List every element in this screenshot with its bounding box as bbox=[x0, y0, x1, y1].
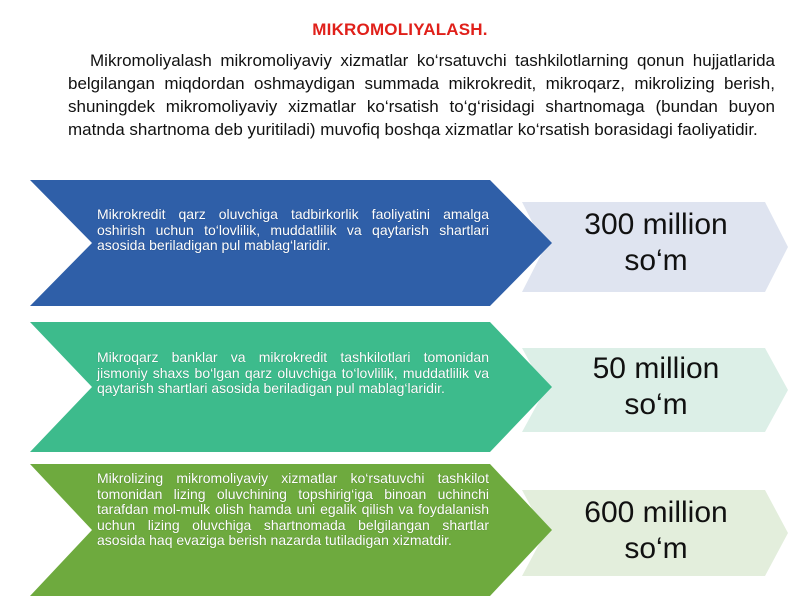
microleasing-description: Mikrolizing mikromoliyaviy xizmatlar ko‘rsatuvchi tashkilot tomonidan lizing oluvchining topshirig‘iga binoan uchinchi tarafdan mol-mulk olish hamda uni egalik qilish va foydalanish uchun lizing oluvchiga shartnomada belgilangan shartlar asosida haq evaziga berish nazarda tutiladigan xizmatdir. bbox=[97, 470, 489, 548]
intro-paragraph: Mikromoliyalash mikromoliyaviy xizmatlar ko‘rsatuvchi tashkilotlarning qonun hujjatlarida belgilangan miqdordan oshmaydigan summada mikrokredit, mikroqarz, mikrolizing berish, shuningdek mikromoliyaviy xizmatlar ko‘rsatish to‘g‘risidagi shartnomaga (bundan buyon matnda shartnoma deb yuritiladi) muvofiq boshqa xizmatlar ko‘rsatish borasidagi faoliyatidir. bbox=[68, 51, 775, 139]
microcredit-band bbox=[0, 180, 800, 316]
microleasing-amount bbox=[540, 495, 772, 567]
microloan-amount bbox=[540, 351, 772, 423]
page-title: MIKROMOLIYALASH. bbox=[312, 20, 488, 39]
microloan-band bbox=[0, 322, 800, 458]
microleasing-band bbox=[0, 464, 800, 600]
microloan-description: Mikroqarz banklar va mikrokredit tashkilotlari tomonidan jismoniy shaxs bo‘lgan qarz oluvchiga to‘lovlilik, muddatlilik va qaytarish shartlari asosida beriladigan pul mablag‘laridir. bbox=[97, 349, 489, 396]
microcredit-amount-currency: so‘m bbox=[624, 244, 688, 277]
microcredit-amount-value: 300 million bbox=[584, 208, 728, 241]
microcredit-description: Mikrokredit qarz oluvchiga tadbirkorlik faoliyatini amalga oshirish uchun to‘lovlilik, muddatlilik va qaytarish shartlari asosida beriladigan pul mablag‘laridir. bbox=[97, 206, 489, 253]
microleasing-amount-currency: so‘m bbox=[624, 532, 688, 565]
microloan-amount-currency: so‘m bbox=[624, 388, 688, 421]
microcredit-amount bbox=[540, 207, 772, 279]
microleasing-amount-value: 600 million bbox=[584, 496, 728, 529]
microloan-amount-value: 50 million bbox=[592, 352, 720, 385]
